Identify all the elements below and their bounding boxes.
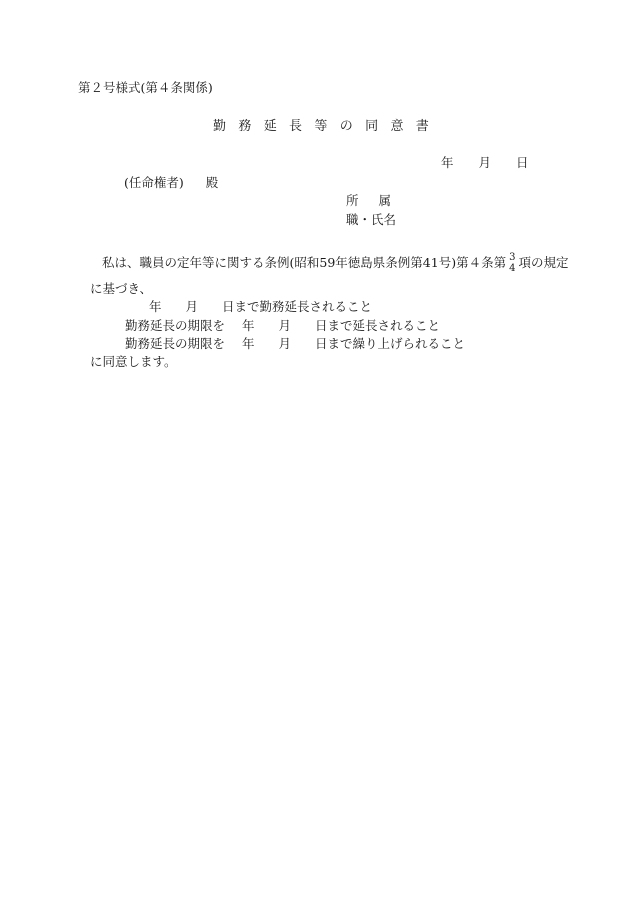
intro-before: 私は、職員の定年等に関する条例(昭和59年徳島県条例第41号)第４条第 xyxy=(102,255,507,270)
date-line xyxy=(441,157,529,170)
fraction-bottom: 4 xyxy=(509,262,516,274)
date-year: 年 xyxy=(441,155,454,170)
closing-line: に同意します。 xyxy=(90,354,177,369)
item3-month: 月 xyxy=(278,336,292,351)
fraction-top: 3 xyxy=(509,252,516,263)
continuation-line: に基づき、 xyxy=(90,281,153,296)
item-1 xyxy=(149,301,372,314)
item3-text: 日まで繰り上げられること xyxy=(315,336,466,351)
item2-month: 月 xyxy=(278,318,292,333)
intro-paragraph xyxy=(102,253,568,274)
document-title: 勤務延長等の同意書 xyxy=(213,119,442,134)
appointer-label: (任命権者) xyxy=(124,175,184,190)
name-label: 職・氏名 xyxy=(346,212,397,227)
date-day: 日 xyxy=(516,155,529,170)
date-month: 月 xyxy=(478,155,492,170)
affiliation-label: 所属 xyxy=(346,193,412,208)
item2-year: 年 xyxy=(242,318,255,333)
item2-text: 日まで延長されること xyxy=(315,318,441,333)
item1-month: 月 xyxy=(185,299,199,314)
form-label: 第２号様式(第４条関係) xyxy=(78,80,213,95)
intro-after: 項の規定 xyxy=(518,255,569,270)
item-3 xyxy=(125,338,465,351)
item3-year: 年 xyxy=(242,336,255,351)
item3-prefix: 勤務延長の期限を xyxy=(125,336,226,351)
item-2 xyxy=(125,320,440,333)
addressee-line xyxy=(124,177,218,190)
item2-prefix: 勤務延長の期限を xyxy=(125,318,226,333)
paragraph-fraction xyxy=(509,253,515,274)
item1-text: 日まで勤務延長されること xyxy=(222,299,373,314)
item1-year: 年 xyxy=(149,299,162,314)
honorific: 殿 xyxy=(205,175,219,190)
